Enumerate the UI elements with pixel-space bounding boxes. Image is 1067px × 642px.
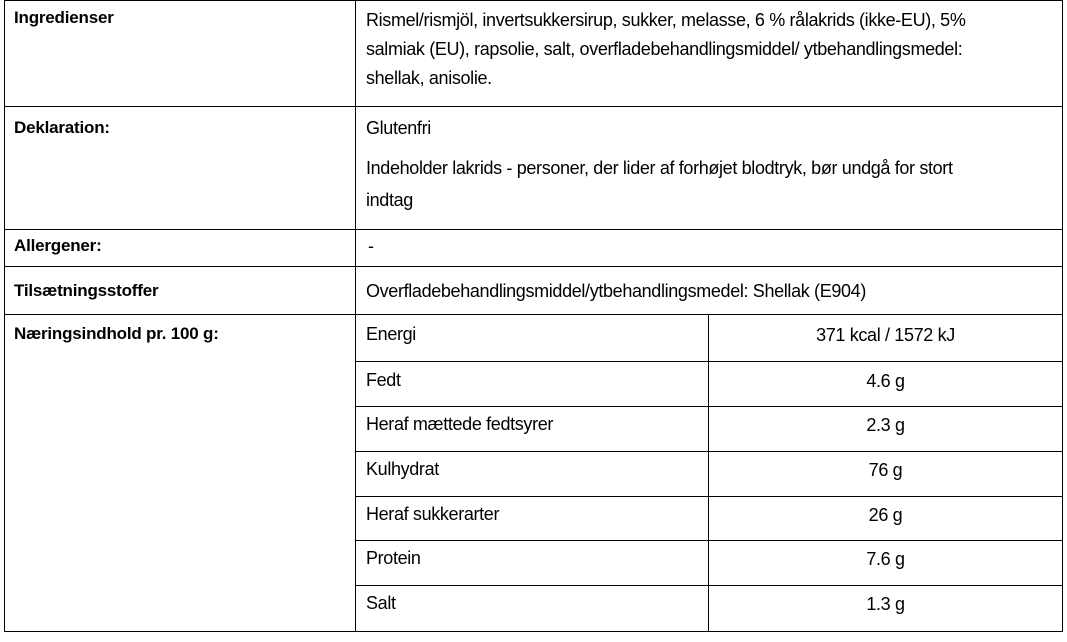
ingredients-text-line: shellak, anisolie.: [366, 68, 492, 88]
nutrient-value: 371 kcal / 1572 kJ: [816, 325, 955, 345]
column-divider: [355, 0, 356, 632]
nutrient-value: 2.3 g: [866, 415, 905, 435]
nutrition-row-divider: [355, 451, 1063, 452]
nutrient-value: 7.6 g: [866, 549, 905, 569]
nutrition-row-divider: [355, 496, 1063, 497]
table-border-bottom: [4, 631, 1063, 632]
ingredients-text-line: Rismel/rismjöl, invertsukkersirup, sukker, melasse, 6 % rålakrids (ikke-EU), 5%: [366, 10, 966, 30]
nutrition-row-divider: [355, 585, 1063, 586]
row-divider: [4, 266, 1063, 267]
row-divider: [4, 106, 1063, 107]
nutrient-name: Protein: [366, 548, 421, 568]
licorice-warning-line: Indeholder lakrids - personer, der lider af forhøjet blodtryk, bør undgå for stort: [366, 158, 953, 178]
nutrient-value: 76 g: [868, 460, 903, 480]
nutrient-name: Heraf mættede fedtsyrer: [366, 414, 554, 434]
nutrition-row-divider: [355, 406, 1063, 407]
licorice-warning-line: indtag: [366, 190, 413, 210]
nutrient-name: Fedt: [366, 370, 401, 390]
allergens-value: -: [368, 236, 374, 256]
declaration-label: Deklaration:: [14, 118, 110, 137]
table-border-right: [1062, 0, 1063, 632]
nutrition-row-divider: [355, 361, 1063, 362]
row-divider: [4, 314, 1063, 315]
nutrient-name: Kulhydrat: [366, 459, 439, 479]
nutrition-label: Næringsindhold pr. 100 g:: [14, 324, 219, 343]
nutrition-row-divider: [355, 540, 1063, 541]
nutrient-value: 1.3 g: [866, 594, 905, 614]
additives-value: Overfladebehandlingsmiddel/ytbehandlingsmedel: Shellak (E904): [366, 281, 866, 301]
table-border-top: [4, 0, 1063, 1]
nutrient-value: 26 g: [868, 505, 903, 525]
additives-label: Tilsætningsstoffer: [14, 281, 159, 300]
gluten-free-text: Glutenfri: [366, 118, 431, 138]
nutrient-name: Energi: [366, 324, 416, 344]
allergens-label: Allergener:: [14, 236, 102, 255]
nutrient-value: 4.6 g: [866, 371, 905, 391]
table-border-left: [4, 0, 5, 632]
ingredients-label: Ingredienser: [14, 8, 114, 27]
nutrient-name: Salt: [366, 593, 396, 613]
nutrient-name: Heraf sukkerarter: [366, 504, 500, 524]
ingredients-text-line: salmiak (EU), rapsolie, salt, overfladebehandlingsmiddel/ ytbehandlingsmedel:: [366, 39, 963, 59]
row-divider: [4, 229, 1063, 230]
